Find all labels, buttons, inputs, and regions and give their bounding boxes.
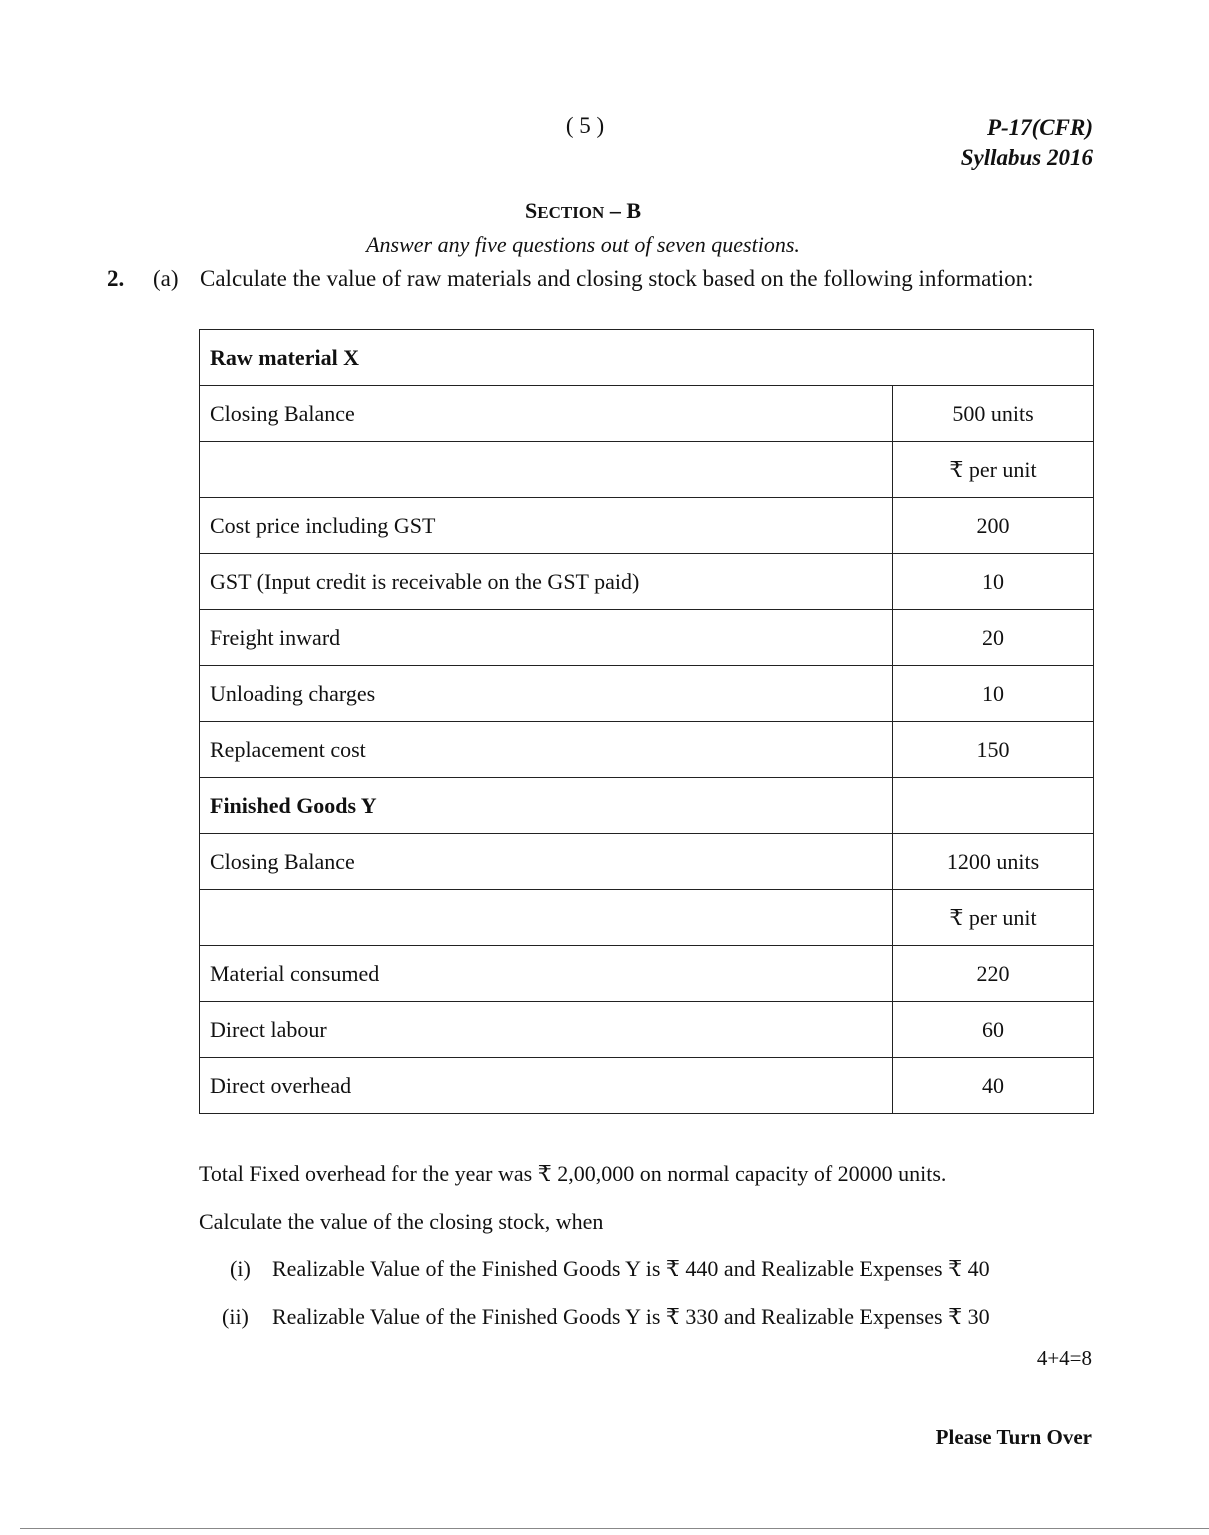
table-cell-value: 1200 units — [893, 834, 1094, 890]
table-cell-label: Closing Balance — [200, 834, 893, 890]
table-row — [200, 778, 1094, 834]
table-cell-value: 500 units — [893, 386, 1094, 442]
table-cell-label: GST (Input credit is receivable on the GST paid) — [200, 554, 893, 610]
question-text: Calculate the value of raw materials and closing stock based on the following information: — [200, 266, 1034, 291]
table-cell-label: Direct overhead — [200, 1058, 893, 1114]
page-number: ( 5 ) — [565, 113, 605, 138]
table-cell-label: Unloading charges — [200, 666, 893, 722]
table-row — [200, 498, 1094, 554]
item-label-ii: (ii) — [222, 1304, 249, 1329]
table-row — [200, 330, 1094, 386]
table-cell-value: 10 — [893, 666, 1094, 722]
table-cell-value: ₹ per unit — [893, 442, 1094, 498]
table-cell-label — [200, 890, 893, 946]
table-row — [200, 610, 1094, 666]
table-cell-value: 200 — [893, 498, 1094, 554]
table-row — [200, 1002, 1094, 1058]
data-table — [199, 329, 1094, 1114]
section-instruction: Answer any five questions out of seven questions. — [366, 232, 800, 257]
table-row — [200, 666, 1094, 722]
table-cell-label: Closing Balance — [200, 386, 893, 442]
table-row — [200, 722, 1094, 778]
table-cell-label — [200, 442, 893, 498]
table-cell-value: ₹ per unit — [893, 890, 1094, 946]
table-group-heading: Raw material X — [200, 330, 1094, 386]
table-cell-value: 40 — [893, 1058, 1094, 1114]
table-cell-value — [893, 778, 1094, 834]
table-row — [200, 946, 1094, 1002]
table-cell-label: Direct labour — [200, 1002, 893, 1058]
table-group-heading: Finished Goods Y — [200, 778, 893, 834]
item-text-i: Realizable Value of the Finished Goods Y is ₹ 440 and Realizable Expenses ₹ 40 — [272, 1256, 990, 1281]
table-cell-label: Freight inward — [200, 610, 893, 666]
please-turn-over: Please Turn Over — [935, 1425, 1092, 1449]
paper-code-block — [961, 113, 1093, 173]
table-cell-label: Cost price including GST — [200, 498, 893, 554]
table-cell-label: Replacement cost — [200, 722, 893, 778]
question-part: (a) — [153, 266, 179, 291]
table-row — [200, 386, 1094, 442]
calc-intro-text: Calculate the value of the closing stock, when — [199, 1209, 604, 1234]
table-row — [200, 1058, 1094, 1114]
table-cell-label: Material consumed — [200, 946, 893, 1002]
paper-code: P-17(CFR) — [986, 115, 1093, 140]
table-row — [200, 554, 1094, 610]
item-text-ii: Realizable Value of the Finished Goods Y is ₹ 330 and Realizable Expenses ₹ 30 — [272, 1304, 990, 1329]
bottom-rule — [20, 1528, 1209, 1529]
table-cell-value: 10 — [893, 554, 1094, 610]
table-row — [200, 442, 1094, 498]
table-cell-value: 20 — [893, 610, 1094, 666]
question-number: 2. — [107, 266, 125, 291]
item-label-i: (i) — [230, 1256, 251, 1281]
table-cell-value: 150 — [893, 722, 1094, 778]
section-title: SECTION – B — [524, 198, 641, 223]
syllabus-year: Syllabus 2016 — [960, 145, 1093, 170]
table-cell-value: 220 — [893, 946, 1094, 1002]
fixed-overhead-text: Total Fixed overhead for the year was ₹ 2,00,000 on normal capacity of 20000 units. — [199, 1161, 947, 1186]
table-row — [200, 890, 1094, 946]
marks-allocation: 4+4=8 — [1036, 1346, 1092, 1370]
table-cell-value: 60 — [893, 1002, 1094, 1058]
table-row — [200, 834, 1094, 890]
